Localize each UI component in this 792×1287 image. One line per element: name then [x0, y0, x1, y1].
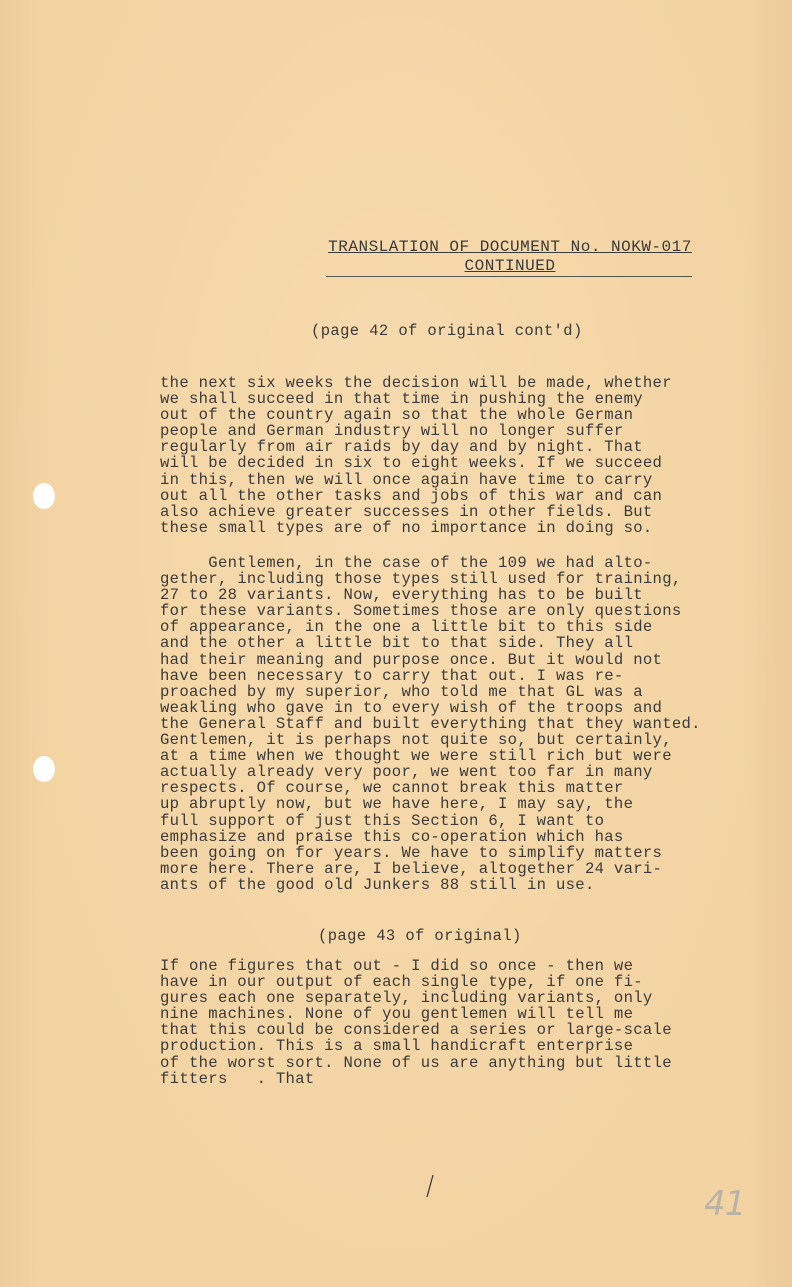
text-line: in this, then we will once again have time to carry: [160, 470, 653, 489]
text-line: gures each one separately, including variants, only: [160, 989, 653, 1008]
text-line: nine machines. None of you gentlemen will tell me: [160, 1005, 634, 1024]
text-line: the next six weeks the decision will be made, whether: [160, 374, 672, 392]
punch-hole-top: [33, 483, 55, 509]
text-line: regularly from air raids by day and by night. That: [160, 438, 643, 457]
text-line: 27 to 28 variants. Now, everything has to be built: [160, 586, 643, 605]
text-line: full support of just this Section 6, I want to: [160, 811, 605, 830]
text-line: that this could be considered a series or large-scale: [160, 1021, 672, 1040]
text-line: actually already very poor, we went too far in many: [160, 763, 653, 782]
folio-number: 41: [704, 1184, 746, 1224]
text-line: of the worst sort. None of us are anything but little: [160, 1053, 672, 1072]
text-line: weakling who gave in to every wish of the troops and: [160, 698, 663, 717]
text-line: have been necessary to carry that out. I was re-: [160, 666, 624, 685]
text-line: will be decided in six to eight weeks. If we succeed: [160, 454, 663, 473]
text-line: the General Staff and built everything that they wanted.: [160, 714, 701, 733]
text-line: we shall succeed in that time in pushing the enemy: [160, 390, 643, 409]
text-line: gether, including those types still used for training,: [160, 570, 682, 589]
text-line: respects. Of course, we cannot break this matter: [160, 779, 624, 798]
header-title: TRANSLATION OF DOCUMENT No. NOKW-017: [328, 238, 692, 256]
text-line: out all the other tasks and jobs of this war and can: [160, 486, 663, 505]
text-line: Gentlemen, in the case of the 109 we had alto-: [160, 554, 653, 572]
text-line: If one figures that out - I did so once - then we: [160, 957, 634, 975]
header-continued: CONTINUED: [464, 257, 556, 275]
text-line: these small types are of no importance in doing so.: [160, 518, 653, 537]
paragraph-3: [160, 958, 750, 1087]
text-line: for these variants. Sometimes those are only questions: [160, 602, 682, 621]
text-line: had their meaning and purpose once. But it would not: [160, 650, 663, 669]
text-line: people and German industry will no longer suffer: [160, 422, 624, 441]
text-line: up abruptly now, but we have here, I may say, the: [160, 795, 634, 814]
page-note-42: (page 42 of original cont'd): [311, 322, 583, 340]
text-line: also achieve greater successes in other fields. But: [160, 502, 653, 521]
text-line: ants of the good old Junkers 88 still in use.: [160, 875, 595, 894]
text-line: been going on for years. We have to simplify matters: [160, 843, 663, 862]
text-line: more here. There are, I believe, altogether 24 vari-: [160, 859, 663, 878]
document-header: [326, 238, 694, 277]
paragraph-2: [160, 555, 750, 893]
punch-hole-bottom: [33, 756, 55, 782]
text-line: Gentlemen, it is perhaps not quite so, but certainly,: [160, 731, 672, 750]
text-line: and the other a little bit to that side. They all: [160, 634, 634, 653]
header-rule: [326, 276, 692, 277]
text-line: at a time when we thought we were still rich but were: [160, 747, 672, 766]
text-line: emphasize and praise this co-operation which has: [160, 827, 624, 846]
paragraph-1: [160, 375, 750, 536]
text-line: of appearance, in the one a little bit to this side: [160, 618, 653, 637]
text-line: fitters . That: [160, 1069, 315, 1088]
text-line: have in our output of each single type, if one fi-: [160, 973, 643, 992]
text-line: out of the country again so that the whole German: [160, 406, 634, 425]
pen-stroke-mark: [424, 1174, 436, 1198]
page-note-43: (page 43 of original): [318, 927, 522, 945]
text-line: proached by my superior, who told me that GL was a: [160, 682, 643, 701]
text-line: production. This is a small handicraft enterprise: [160, 1037, 634, 1056]
